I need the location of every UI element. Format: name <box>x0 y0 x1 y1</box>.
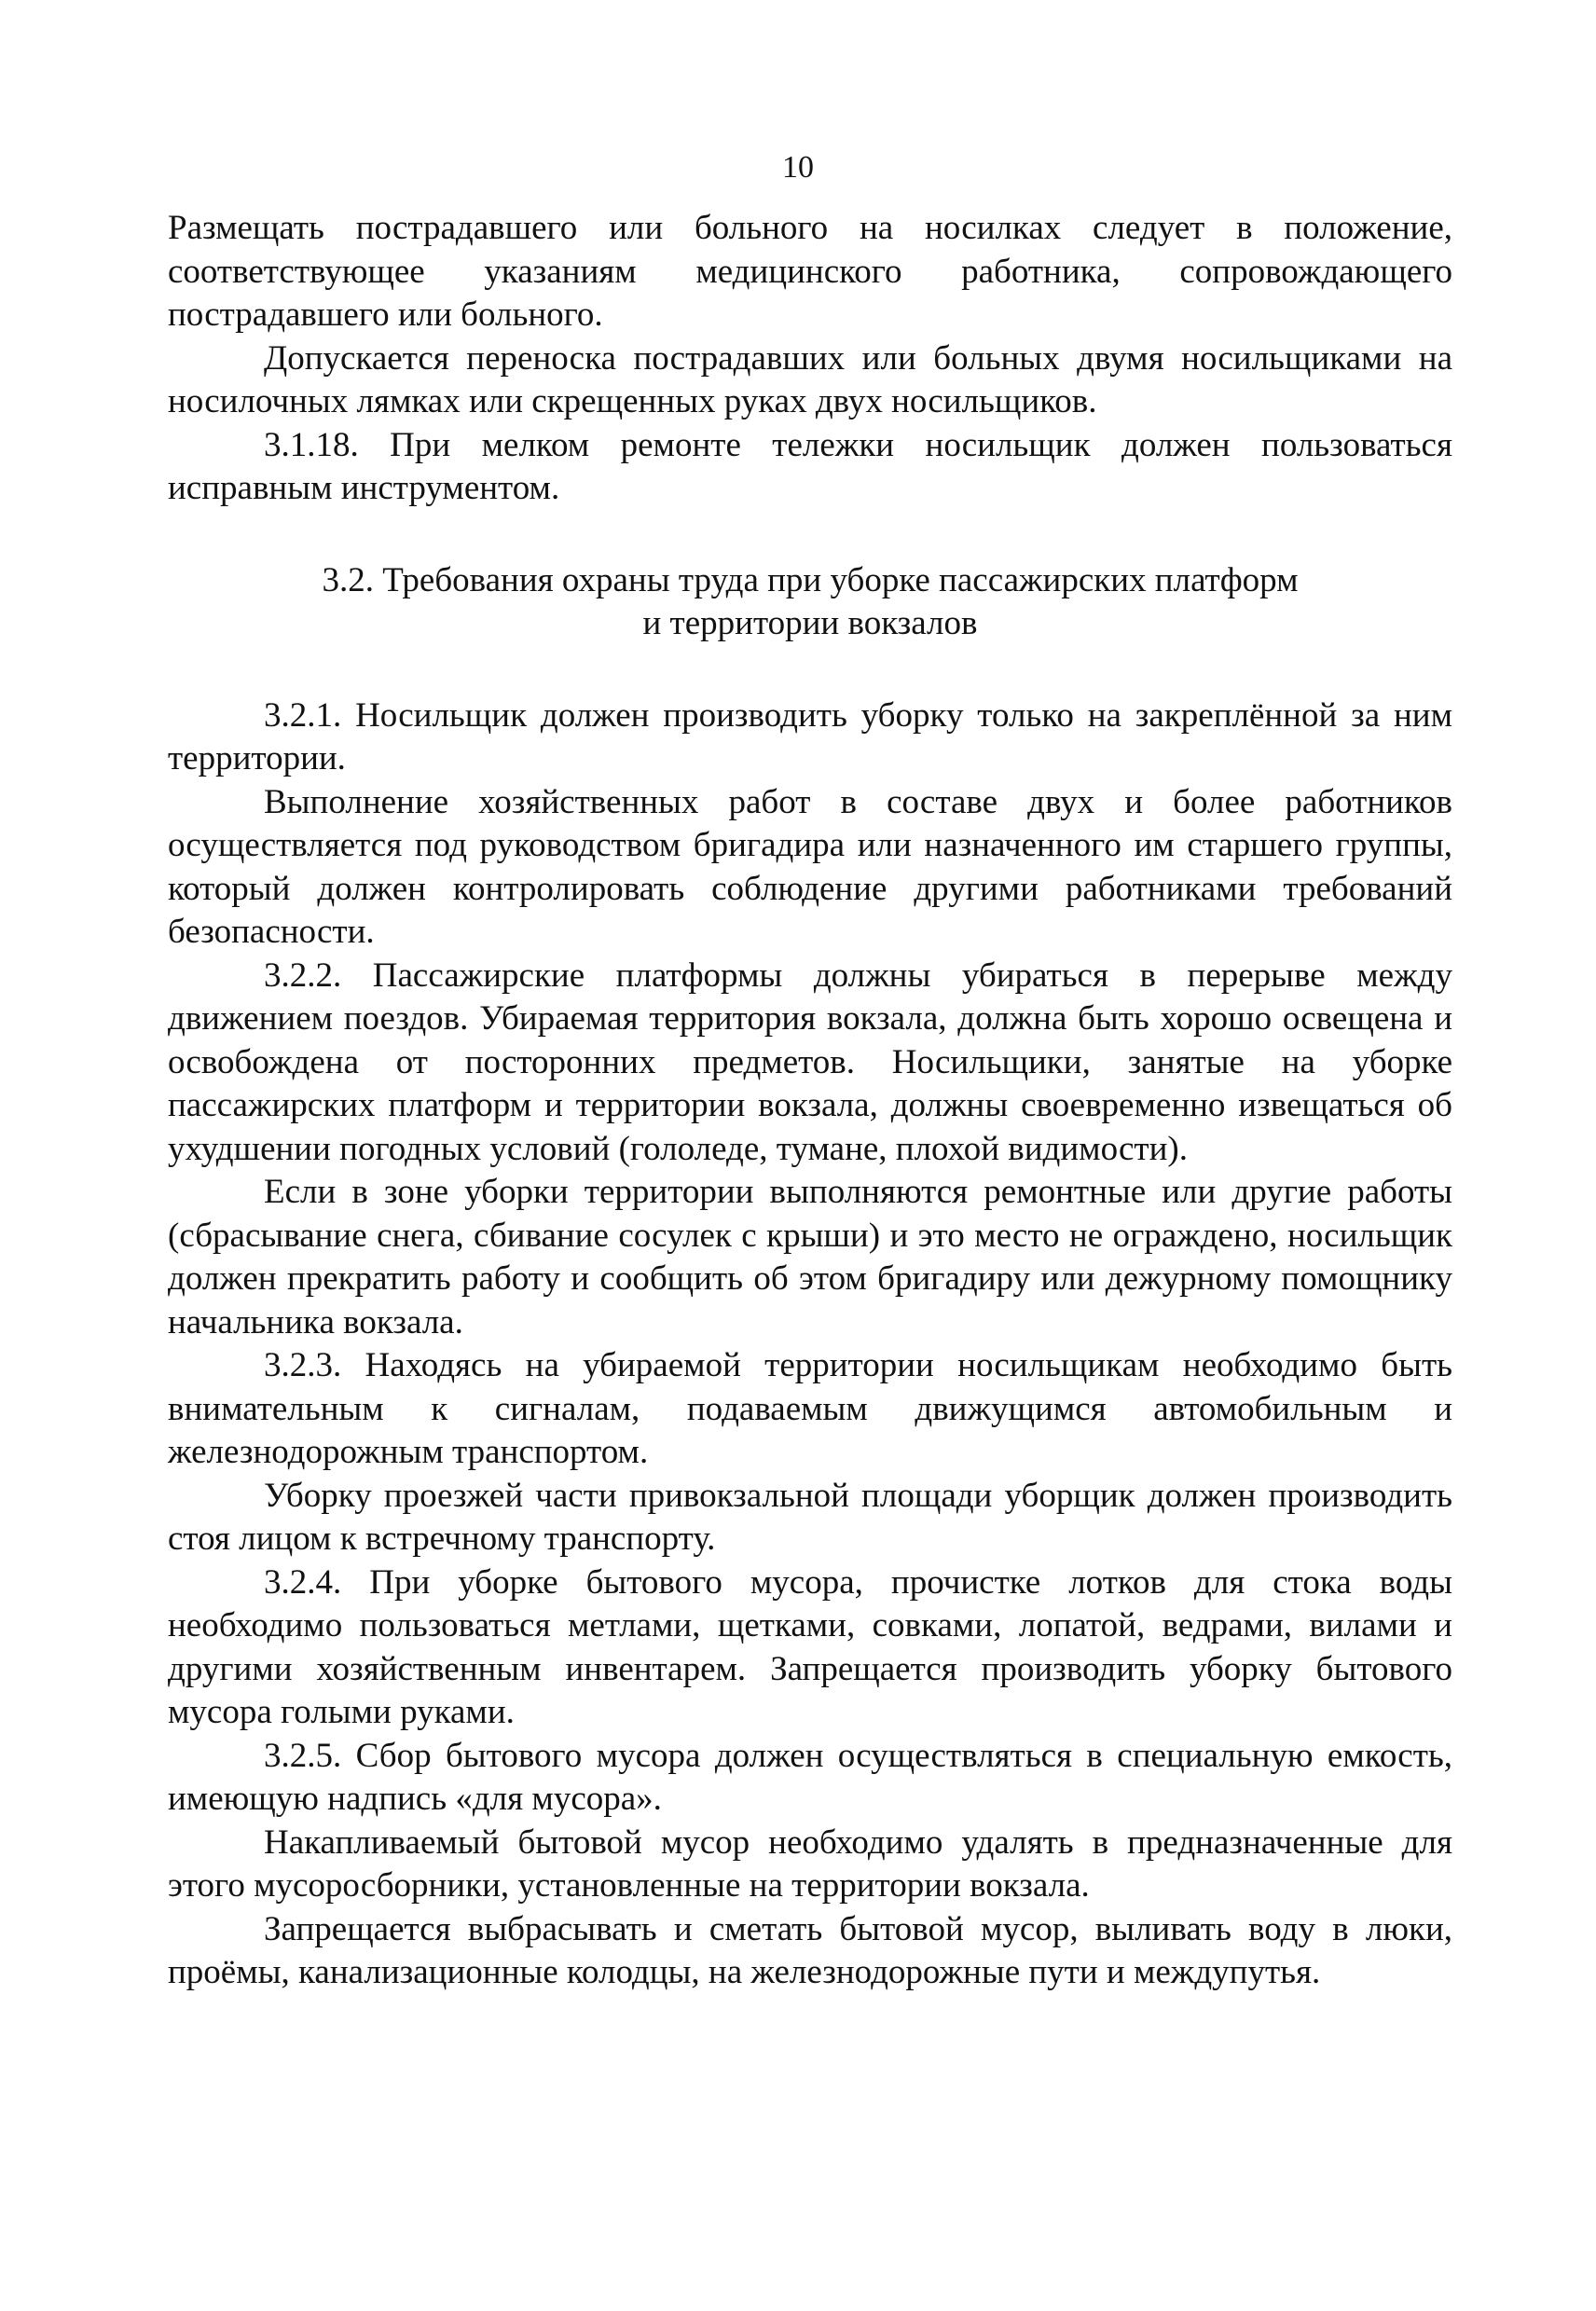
paragraph-3-2-5: 3.2.5. Сбор бытового мусора должен осуществляться в специальную емкость, имеющую надпись «для мусора». <box>168 1736 1452 1818</box>
paragraph-3-1-18: 3.1.18. При мелком ремонте тележки носильщик должен пользоваться исправным инструментом. <box>168 425 1452 507</box>
paragraph-3-2-4: 3.2.4. При уборке бытового мусора, прочистке лотков для стока воды необходимо пользоваться метлами, щетками, совками, лопатой, ведрами, вилами и другими хозяйственным инвентарем. Запрещается производить уборку бытового мусора голыми руками. <box>168 1562 1452 1731</box>
paragraph-3-2-3-b: Уборку проезжей части привокзальной площади уборщик должен производить стоя лицом к встречному транспорту. <box>168 1476 1452 1558</box>
section-heading-3-2 <box>168 559 1452 646</box>
paragraph-3-2-1-b: Выполнение хозяйственных работ в составе двух и более работников осуществляется под руководством бригадира или назначенного им старшего группы, который должен контролировать соблюдение другими работниками требований безопасности. <box>168 782 1452 951</box>
paragraph-3-2-2-b: Если в зоне уборки территории выполняются ремонтные или другие работы (сбрасывание снега, сбивание сосулек с крыши) и это место не ограждено, носильщик должен прекратить работу и сообщить об этом бригадиру или дежурному помощнику начальника вокзала. <box>168 1173 1452 1341</box>
page-number: 10 <box>782 150 814 185</box>
paragraph-3-2-2: 3.2.2. Пассажирские платформы должны убираться в перерыве между движением поездов. Убираемая территория вокзала, должна быть хорошо освещена и освобождена от посторонних предметов. Носильщики, занятые на уборке пассажирских платформ и территории вокзала, должны своевременно извещаться об ухудшении погодных условий (гололеде, тумане, плохой видимости). <box>168 956 1452 1168</box>
paragraph-intro-1: Размещать пострадавшего или больного на носилках следует в положение, соответствующее указаниям медицинского работника, сопровождающего пострадавшего или больного. <box>168 209 1452 334</box>
section-heading-line-1: 3.2. Требования охраны труда при уборке пассажирских платформ <box>322 560 1299 599</box>
paragraph-3-2-3: 3.2.3. Находясь на убираемой территории носильщикам необходимо быть внимательным к сигналам, подаваемым движущимся автомобильным и железнодорожным транспортом. <box>168 1346 1452 1471</box>
document-body <box>168 207 1452 1995</box>
section-heading-line-2: и территории вокзалов <box>642 604 978 642</box>
paragraph-3-2-5-c: Запрещается выбрасывать и сметать бытовой мусор, выливать воду в люки, проёмы, канализационные колодцы, на железнодорожные пути и междупутья. <box>168 1909 1452 1991</box>
paragraph-3-2-1: 3.2.1. Носильщик должен производить уборку только на закреплённой за ним территории. <box>168 695 1452 777</box>
paragraph-3-2-5-b: Накапливаемый бытовой мусор необходимо удалять в предназначенные для этого мусоросборники, установленные на территории вокзала. <box>168 1823 1452 1905</box>
paragraph-intro-2: Допускается переноска пострадавших или больных двумя носильщиками на носилочных лямках или скрещенных руках двух носильщиков. <box>168 338 1452 420</box>
